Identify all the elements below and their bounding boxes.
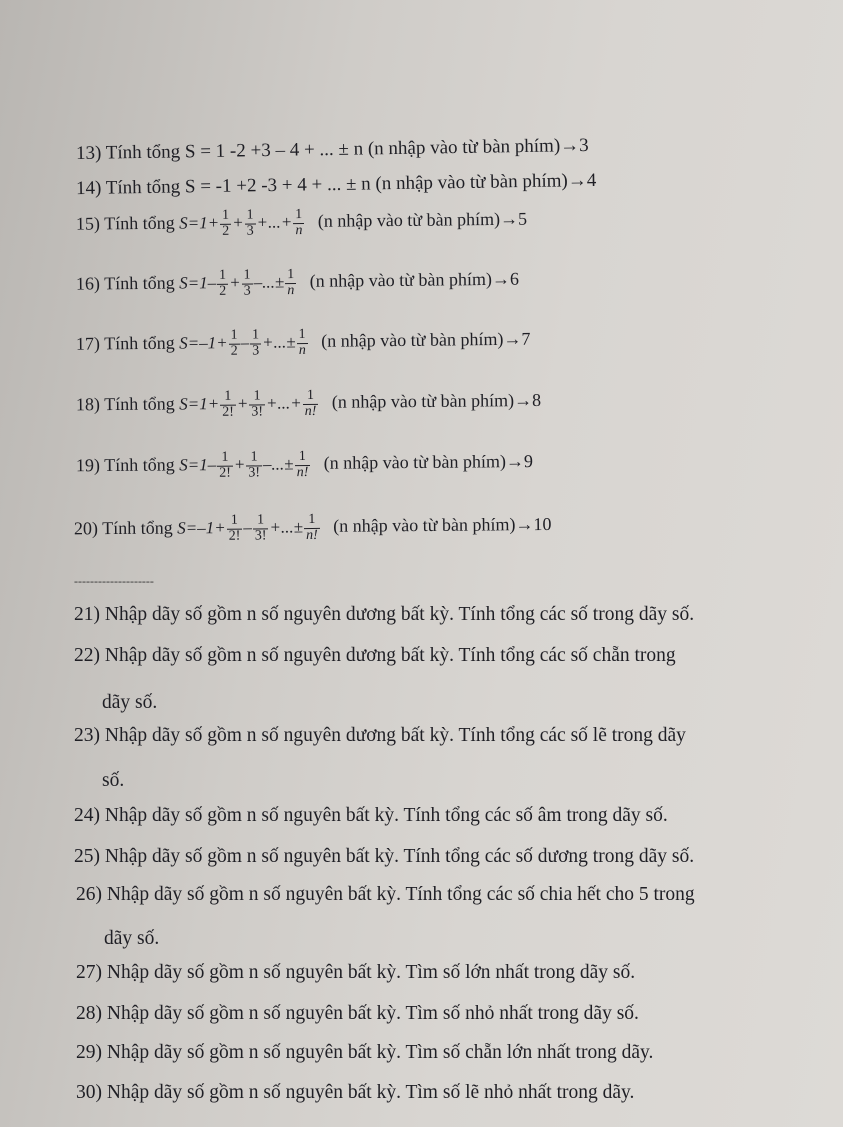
exercise-22: 22) Nhập dãy số gồm n số nguyên dương bất kỳ. Tính tổng các số chẵn trong [74, 645, 676, 666]
operator: +...+ [256, 212, 293, 232]
exercise-30: 30) Nhập dãy số gồm n số nguyên bất kỳ. Tìm số lẽ nhỏ nhất trong dãy. [76, 1082, 635, 1103]
fraction-2: $\frac{1}{3}$ [246, 207, 254, 239]
item-number: 14) [75, 177, 102, 200]
fraction-1: $\frac{1}{2}$ [221, 207, 230, 239]
exercise-22-cont: dãy số. [102, 692, 158, 713]
item-label: Tính tổng [104, 212, 175, 234]
input-note: (n nhập vào từ bàn phím)→4 [375, 169, 597, 195]
fraction-n: $\frac{1}{n!}$ [303, 389, 319, 420]
sum-expression: S = -1 +2 -3 + 4 + ... ± n [184, 173, 371, 198]
fraction-2: $\frac{1}{3!}$ [246, 450, 262, 481]
input-note: (n nhập vào từ bàn phím)→6 [309, 268, 520, 292]
exercise-20 [74, 511, 552, 546]
sum-prefix: S=1– [179, 273, 217, 293]
fraction-n: $\frac{1}{n}$ [287, 267, 295, 298]
item-label: Tính tổng [104, 454, 175, 476]
fraction-2: $\frac{1}{3}$ [243, 267, 251, 299]
exercise-21: 21) Nhập dãy số gồm n số nguyên dương bất kỳ. Tính tổng các số trong dãy số. [74, 604, 695, 625]
exercise-14 [76, 170, 597, 200]
item-number: 18) [75, 394, 101, 415]
item-label: Tính tổng [104, 393, 175, 415]
item-number: 13) [75, 142, 102, 165]
item-label: Tính tổng [104, 332, 175, 354]
item-number: 17) [75, 333, 101, 354]
operator: – [240, 332, 250, 352]
exercise-23: 23) Nhập dãy số gồm n số nguyên dương bất kỳ. Tính tổng các số lẽ trong dãy [74, 725, 686, 746]
dashed-separator: -------------------- [74, 574, 154, 588]
item-label: Tính tổng [104, 272, 175, 294]
fraction-1: $\frac{1}{2!}$ [227, 514, 243, 545]
operator: –...± [253, 272, 285, 292]
operator: +...± [269, 517, 304, 537]
item-number: 16) [75, 273, 101, 294]
input-note: (n nhập vào từ bàn phím)→9 [323, 451, 534, 474]
input-note: (n nhập vào từ bàn phím)→10 [333, 514, 552, 537]
item-label: Tính tổng [105, 141, 181, 164]
sum-prefix: S=1– [179, 455, 217, 475]
sum-prefix: S=1+ [179, 394, 220, 414]
fraction-1: $\frac{1}{2!}$ [220, 390, 236, 421]
item-number: 20) [73, 518, 99, 539]
exercise-17 [76, 326, 531, 361]
exercise-18 [76, 387, 541, 421]
operator: +...+ [265, 393, 302, 413]
sum-expression: S = 1 -2 +3 – 4 + ... ± n [184, 138, 364, 163]
sum-prefix: S=–1+ [179, 333, 228, 353]
operator: –...± [262, 454, 294, 474]
item-label: Tính tổng [102, 517, 173, 539]
operator: +...± [262, 332, 296, 352]
exercise-23-cont: số. [102, 770, 125, 791]
exercise-25: 25) Nhập dãy số gồm n số nguyên bất kỳ. Tính tổng các số dương trong dãy số. [74, 846, 695, 867]
item-number: 15) [75, 213, 101, 234]
fraction-n: $\frac{1}{n}$ [295, 206, 303, 238]
exercise-26: 26) Nhập dãy số gồm n số nguyên bất kỳ. Tính tổng các số chia hết cho 5 trong [76, 884, 695, 905]
sum-prefix: S=–1+ [177, 518, 226, 538]
fraction-2: $\frac{1}{3!}$ [249, 389, 265, 420]
operator: + [232, 212, 244, 233]
input-note: (n nhập vào từ bàn phím)→8 [331, 390, 542, 413]
item-number: 19) [75, 455, 101, 476]
exercise-16 [76, 266, 519, 301]
exercise-27: 27) Nhập dãy số gồm n số nguyên bất kỳ. Tìm số lớn nhất trong dãy số. [76, 962, 636, 983]
exercise-28: 28) Nhập dãy số gồm n số nguyên bất kỳ. Tìm số nhỏ nhất trong dãy số. [76, 1003, 639, 1024]
exercise-19 [76, 448, 533, 482]
fraction-n: $\frac{1}{n!}$ [304, 513, 320, 544]
operator: + [236, 393, 249, 413]
fraction-2: $\frac{1}{3!}$ [253, 513, 269, 544]
fraction-1: $\frac{1}{2}$ [219, 267, 227, 299]
fraction-n: $\frac{1}{n!}$ [294, 450, 310, 481]
operator: – [243, 517, 252, 537]
input-note: (n nhập vào từ bàn phím)→3 [367, 134, 589, 160]
exercise-29: 29) Nhập dãy số gồm n số nguyên bất kỳ. Tìm số chẵn lớn nhất trong dãy. [76, 1042, 654, 1063]
exercise-13 [76, 135, 589, 165]
exercise-24: 24) Nhập dãy số gồm n số nguyên bất kỳ. Tính tổng các số âm trong dãy số. [74, 805, 668, 826]
input-note: (n nhập vào từ bàn phím)→7 [321, 328, 531, 352]
operator: + [229, 272, 241, 293]
exercise-26-cont: dãy số. [104, 928, 160, 949]
sum-prefix: S=1+ [179, 213, 220, 233]
fraction-n: $\frac{1}{n}$ [298, 326, 306, 358]
operator: + [233, 454, 246, 474]
fraction-1: $\frac{1}{2}$ [230, 327, 238, 359]
fraction-1: $\frac{1}{2!}$ [217, 451, 233, 482]
exercise-15 [76, 206, 527, 241]
item-label: Tính tổng [105, 176, 181, 199]
fraction-2: $\frac{1}{3}$ [251, 327, 260, 359]
input-note: (n nhập vào từ bàn phím)→5 [317, 208, 528, 232]
